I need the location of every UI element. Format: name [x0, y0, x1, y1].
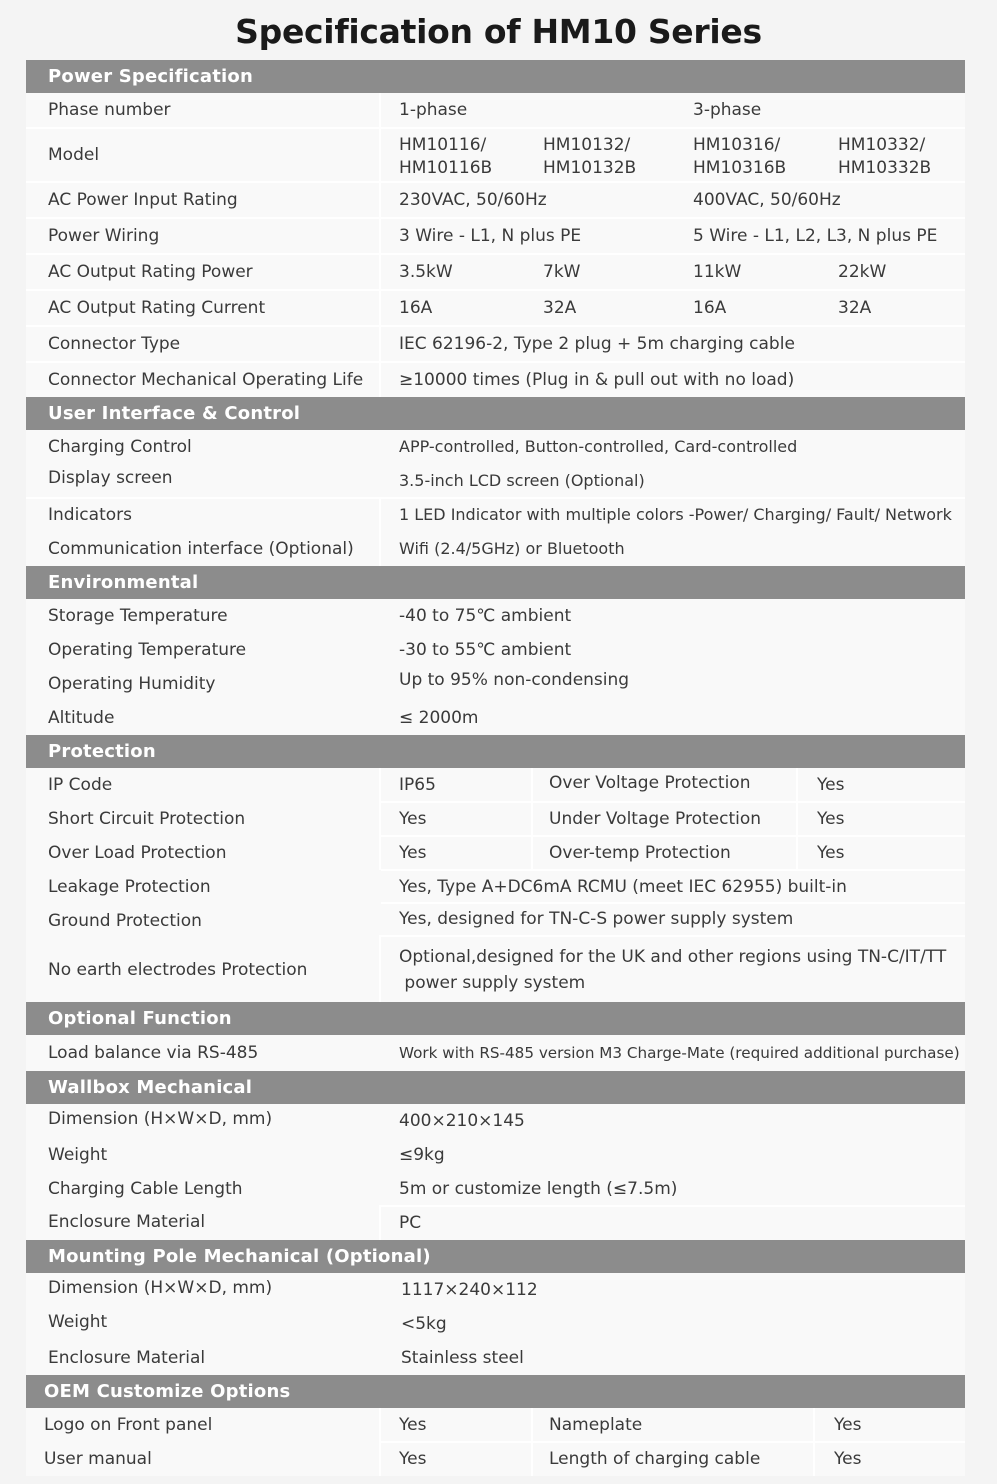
- model-4: HM10332/ HM10332B: [838, 135, 932, 178]
- phase-1-value: 1-phase: [399, 100, 468, 120]
- section-header-environmental: Environmental: [26, 566, 965, 599]
- section-header-pole: Mounting Pole Mechanical (Optional): [26, 1240, 965, 1273]
- wiring-row: [26, 219, 965, 255]
- oem-group: [26, 1408, 965, 1476]
- model-2: HM10132/ HM10132B: [543, 135, 637, 178]
- phase-row: [26, 93, 965, 129]
- oem-cable-value: Yes: [834, 1449, 862, 1469]
- output-power-value: 11kW: [693, 262, 742, 282]
- charging-control-row: [26, 430, 965, 464]
- communication-value: Wifi (2.4/5GHz) or Bluetooth: [399, 539, 625, 558]
- nameplate-value: Yes: [834, 1415, 862, 1435]
- over-load-value: Yes: [399, 843, 427, 863]
- output-current-value: 16A: [693, 298, 727, 318]
- logo-label: Logo on Front panel: [44, 1415, 213, 1435]
- indicators-value: 1 LED Indicator with multiple colors -Power/ Charging/ Fault/ Network: [399, 505, 952, 524]
- pole-weight-value: <5kg: [401, 1314, 447, 1334]
- load-balance-label: Load balance via RS-485: [48, 1043, 259, 1063]
- leakage-label: Leakage Protection: [48, 877, 211, 897]
- indicators-label: Indicators: [48, 505, 132, 525]
- ac-input-3: 400VAC, 50/60Hz: [693, 190, 841, 210]
- no-earth-row: [26, 938, 965, 1002]
- short-circuit-row: [26, 802, 965, 836]
- output-current-value: 32A: [543, 298, 577, 318]
- section-header-power: Power Specification: [26, 60, 965, 93]
- section-header-oem: OEM Customize Options: [26, 1375, 965, 1408]
- output-current-value: 16A: [399, 298, 433, 318]
- altitude-row: [26, 701, 965, 735]
- wiring-label: Power Wiring: [48, 226, 160, 246]
- display-label: Display screen: [48, 468, 173, 488]
- environmental-group: [26, 599, 965, 735]
- section-header-ui: User Interface & Control: [26, 397, 965, 430]
- operating-temp-row: [26, 633, 965, 667]
- wallbox-weight-row: [26, 1138, 965, 1172]
- altitude-label: Altitude: [48, 708, 115, 728]
- load-balance-value: Work with RS-485 version M3 Charge-Mate (required additional purchase): [399, 1044, 960, 1062]
- operating-life-value: ≥10000 times (Plug in & pull out with no load): [399, 370, 795, 390]
- output-power-value: 7kW: [543, 262, 581, 282]
- output-current-row: [26, 291, 965, 327]
- ac-input-row: [26, 183, 965, 219]
- operating-temp-value: -30 to 55℃ ambient: [399, 640, 572, 660]
- ground-row: [26, 904, 965, 938]
- connector-type-row: [26, 327, 965, 363]
- over-load-row: [26, 836, 965, 870]
- power-group: [26, 93, 965, 397]
- connector-type-label: Connector Type: [48, 334, 181, 354]
- short-circuit-label: Short Circuit Protection: [48, 809, 246, 829]
- display-row: [26, 464, 965, 498]
- wallbox-enclosure-label: Enclosure Material: [48, 1212, 206, 1232]
- charging-control-value: APP-controlled, Button-controlled, Card-controlled: [399, 437, 798, 456]
- no-earth-label: No earth electrodes Protection: [48, 960, 308, 980]
- operating-life-row: [26, 363, 965, 397]
- output-power-value: 22kW: [838, 262, 887, 282]
- output-power-label: AC Output Rating Power: [48, 262, 253, 282]
- cable-length-label: Charging Cable Length: [48, 1179, 243, 1199]
- oem-row-1: [26, 1408, 965, 1442]
- pole-group: [26, 1273, 965, 1375]
- oem-cable-label: Length of charging cable: [549, 1449, 761, 1469]
- ip-code-value: IP65: [399, 775, 436, 795]
- altitude-value: ≤ 2000m: [399, 708, 479, 728]
- connector-type-value: IEC 62196-2, Type 2 plug + 5m charging cable: [399, 334, 795, 354]
- cable-length-value: 5m or customize length (≤7.5m): [399, 1179, 678, 1199]
- charging-control-label: Charging Control: [48, 437, 192, 457]
- ground-label: Ground Protection: [48, 911, 202, 931]
- model-3: HM10316/ HM10316B: [693, 135, 787, 178]
- communication-row: [26, 532, 965, 566]
- manual-value: Yes: [399, 1449, 427, 1469]
- over-load-label: Over Load Protection: [48, 843, 227, 863]
- oem-row-2: [26, 1442, 965, 1476]
- under-voltage-value: Yes: [817, 809, 845, 829]
- nameplate-label: Nameplate: [549, 1415, 643, 1435]
- over-voltage-value: Yes: [817, 775, 845, 795]
- indicators-row: [26, 498, 965, 532]
- pole-enclosure-row: [26, 1341, 965, 1375]
- pole-enclosure-value: Stainless steel: [401, 1348, 524, 1368]
- load-balance-row: [26, 1035, 965, 1071]
- model-1: HM10116/ HM10116B: [399, 135, 493, 178]
- spec-table: [26, 60, 965, 1476]
- wallbox-enclosure-row: [26, 1206, 965, 1240]
- storage-temp-label: Storage Temperature: [48, 606, 228, 626]
- phase-3-value: 3-phase: [693, 100, 762, 120]
- display-value: 3.5-inch LCD screen (Optional): [399, 471, 645, 490]
- optional-group: [26, 1035, 965, 1071]
- storage-temp-row: [26, 599, 965, 633]
- model-row: [26, 129, 965, 183]
- section-header-optional: Optional Function: [26, 1002, 965, 1035]
- over-temp-label: Over-temp Protection: [549, 843, 731, 863]
- storage-temp-value: -40 to 75℃ ambient: [399, 606, 572, 626]
- ac-input-label: AC Power Input Rating: [48, 190, 238, 210]
- output-current-label: AC Output Rating Current: [48, 298, 266, 318]
- wallbox-group: [26, 1104, 965, 1240]
- manual-label: User manual: [44, 1449, 152, 1469]
- wallbox-dimension-label: Dimension (H×W×D, mm): [48, 1109, 273, 1129]
- phase-label: Phase number: [48, 100, 171, 120]
- wiring-1: 3 Wire - L1, N plus PE: [399, 226, 582, 246]
- ground-value: Yes, designed for TN-C-S power supply system: [399, 909, 794, 929]
- humidity-value: Up to 95% non-condensing: [399, 670, 630, 690]
- output-power-row: [26, 255, 965, 291]
- leakage-row: [26, 870, 965, 904]
- pole-weight-label: Weight: [48, 1312, 108, 1332]
- output-current-value: 32A: [838, 298, 872, 318]
- operating-life-label: Connector Mechanical Operating Life: [48, 370, 364, 390]
- model-label: Model: [48, 145, 100, 165]
- wallbox-dimension-row: [26, 1104, 965, 1138]
- ip-code-row: [26, 768, 965, 802]
- operating-temp-label: Operating Temperature: [48, 640, 247, 660]
- ip-code-label: IP Code: [48, 775, 113, 795]
- pole-enclosure-label: Enclosure Material: [48, 1348, 206, 1368]
- protection-group: [26, 768, 965, 1002]
- pole-dimension-value: 1117×240×112: [401, 1280, 538, 1300]
- over-temp-value: Yes: [817, 843, 845, 863]
- wallbox-dimension-value: 400×210×145: [399, 1111, 525, 1131]
- pole-weight-row: [26, 1307, 965, 1341]
- ui-group: [26, 430, 965, 566]
- section-header-wallbox: Wallbox Mechanical: [26, 1071, 965, 1104]
- page-title: Specification of HM10 Series: [235, 12, 762, 51]
- leakage-value: Yes, Type A+DC6mA RCMU (meet IEC 62955) built-in: [399, 877, 847, 897]
- output-power-value: 3.5kW: [399, 262, 453, 282]
- humidity-label: Operating Humidity: [48, 674, 216, 694]
- wallbox-weight-value: ≤9kg: [399, 1145, 445, 1165]
- logo-value: Yes: [399, 1415, 427, 1435]
- communication-label: Communication interface (Optional): [48, 539, 354, 559]
- wallbox-enclosure-value: PC: [399, 1213, 422, 1233]
- cable-length-row: [26, 1172, 965, 1206]
- humidity-row: [26, 667, 965, 701]
- over-voltage-label: Over Voltage Protection: [549, 773, 751, 793]
- wallbox-weight-label: Weight: [48, 1145, 108, 1165]
- section-header-protection: Protection: [26, 735, 965, 768]
- under-voltage-label: Under Voltage Protection: [549, 809, 762, 829]
- pole-dimension-label: Dimension (H×W×D, mm): [48, 1278, 273, 1298]
- wiring-3: 5 Wire - L1, L2, L3, N plus PE: [693, 226, 938, 246]
- ac-input-1: 230VAC, 50/60Hz: [399, 190, 547, 210]
- pole-dimension-row: [26, 1273, 965, 1307]
- short-circuit-value: Yes: [399, 809, 427, 829]
- no-earth-value: Optional,designed for the UK and other regions using TN-C/IT/TT power supply system: [399, 947, 947, 993]
